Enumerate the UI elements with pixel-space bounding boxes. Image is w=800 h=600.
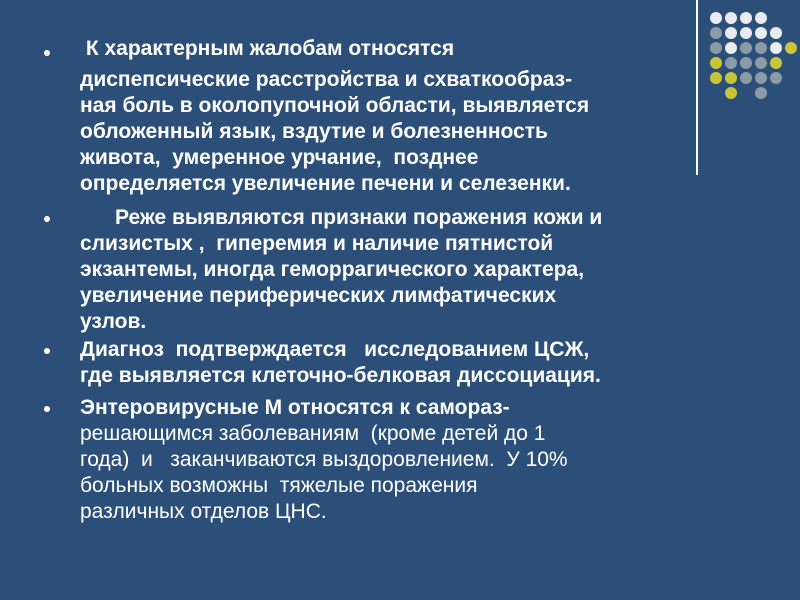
text-line: больных возможны тяжелые поражения <box>80 474 478 497</box>
text-line: ная боль в околопупочной области, выявляется <box>80 94 590 117</box>
text-line: экзантемы, иногда геморрагического характера, <box>80 258 585 281</box>
text-line: обложенный язык, вздутие и болезненность <box>80 120 548 143</box>
text-line: диспепсические расстройства и схваткообраз- <box>80 68 573 91</box>
bullet-item-skin-signs <box>0 205 800 335</box>
text-line: определяется увеличение печени и селезенки. <box>80 172 571 195</box>
bullet-item-outcome <box>0 395 800 525</box>
text-line: увеличение периферических лимфатических <box>80 284 557 307</box>
decorative-dot <box>740 12 752 24</box>
text-line: живота, умеренное урчание, позднее <box>80 146 479 169</box>
text-line: различных отделов ЦНС. <box>80 500 327 523</box>
text-line: Энтеровирусные М относятся к самораз- <box>80 396 510 419</box>
text-line: решающимся заболеваниям (кроме детей до 1 <box>80 422 546 445</box>
slide-body <box>0 36 800 525</box>
text-line: где выявляется клеточно-белковая диссоциация. <box>80 364 601 387</box>
decorative-dot <box>755 12 767 24</box>
text-line: слизистых , гиперемия и наличие пятнистой <box>80 232 554 255</box>
bullet-item-complaints <box>0 36 800 197</box>
text-line: узлов. <box>80 310 147 333</box>
bullet-marker-icon <box>44 50 50 56</box>
text-line: К характерным жалобам относятся <box>80 37 455 60</box>
decorative-dot <box>725 12 737 24</box>
decorative-dot <box>710 12 722 24</box>
bullet-marker-icon <box>44 406 50 412</box>
text-line: года) и заканчиваются выздоровлением. У 10% <box>80 448 568 471</box>
bullet-marker-icon <box>44 348 50 354</box>
text-line: Диагноз подтверждается исследованием ЦСЖ, <box>80 338 590 361</box>
bullet-item-diagnosis <box>0 337 800 389</box>
bullet-marker-icon <box>44 216 50 222</box>
text-line: Реже выявляются признаки поражения кожи и <box>80 206 603 229</box>
